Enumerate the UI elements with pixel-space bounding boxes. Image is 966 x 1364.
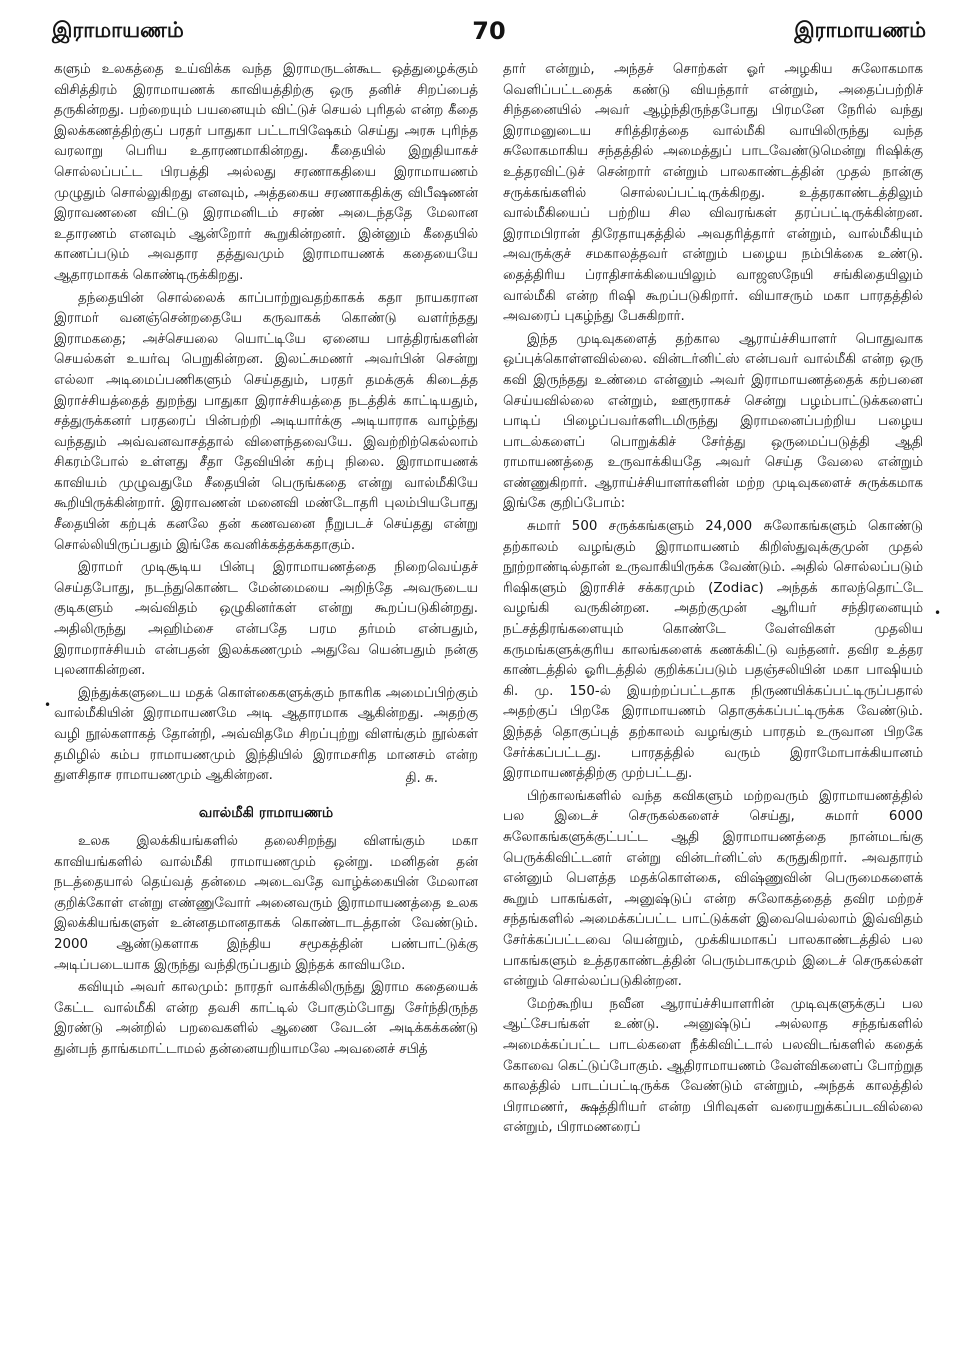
paragraph: இந்த முடிவுகளைத் தற்கால ஆராய்ச்சியாளர் பொதுவாக ஒப்புக்கொள்ளவில்லை. வின்டர்னிட்ஸ் என்பவர் வால்மீகி என்ற ஒரு கவி இருந்தது உண்மை என்னும் அவர் இராமாயணத்தைக் கற்பனை செய்யவில்லை என்றும், ஊரூராகச் சென்று பழம்பாட்டுக்களைப் பாடிப் பிழைப்பவர்களிடமிருந்து இராமனைப்பற்றிய பழைய பாடல்களைப் பொறுக்கிச் சேர்த்து ஒருமைப்படுத்தி ஆதி ராமாயணத்தை உருவாக்கியதே அவர் செய்த வேலை என்றும் எண்ணுகிறார். ஆராய்ச்சியாளர்களின் மற்ற முடிவுகளைச் சுருக்கமாக இங்கே குறிப்போம்: <box>503 331 923 512</box>
running-title-right: இராமாயணம் <box>794 17 926 42</box>
right-column <box>503 60 923 1141</box>
margin-dot: • <box>44 698 52 712</box>
paragraph: தார் என்றும், அந்தச் சொற்கள் ஓர் அழகிய சுலோகமாக வெளிப்பட்டதைக் கண்டு வியந்தார் என்றும், அதைப்பற்றிச் சிந்தனையில் அவர் ஆழ்ந்திருந்தபோது பிரமனே நேரில் வந்து இராமனுடைய சரித்திரத்தை வால்மீகி வாயிலிருந்து வந்த சுலோகமாகிய சந்தத்தில் அமைத்துப் பாடவேண்டுமென்று ரிஷிக்கு உத்தரவிட்டுச் சென்றார் என்றும் பாலகாண்டத்தின் முதல் நான்கு சருக்கங்களில் சொல்லப்பட்டிருக்கிறது. உத்தரகாண்டத்திலும் வால்மீகியைப் பற்றிய சில விவரங்கள் தரப்பட்டிருக்கின்றன. இராமபிரான் திரேதாயுகத்தில் அவதரித்தார் என்றும், வால்மீகியும் அவருக்குச் சமகாலத்தவர் என்றும் பழைய நம்பிக்கை உண்டு. தைத்திரிய ப்ராதிசாக்கியையிலும் வாஜஸநேயி சங்கிதையிலும் வால்மீகி என்ற ரிஷி கூறப்படுகிறார். வியாசரும் மகா பாரதத்தில் அவரைப் புகழ்ந்து பேசுகிறார். <box>503 62 923 325</box>
page-number: 70 <box>472 17 506 45</box>
margin-dot: • <box>934 606 942 620</box>
paragraph: கவியும் அவர் காலமும்: நாரதர் வாக்கிலிருந்து இராம கதையைக் கேட்ட வால்மீகி என்ற தவசி காட்டில் போகும்போது சேர்ந்திருந்த இரண்டு அன்றில் பறவைகளில் ஆணை வேடன் அடிக்கக்கண்டு துன்பந் தாங்கமாட்டாமல் தன்னையறியாமலே அவனைச் சபித் <box>54 980 478 1057</box>
paragraph: பிற்காலங்களில் வந்த கவிகளும் மற்றவரும் இராமாயணத்தில் பல இடைச் செருகல்களைச் செய்து, சுமார் 6000 சுலோகங்களுக்குட்பட்ட ஆதி இராமாயணத்தை நான்மடங்கு பெருக்கிவிட்டனர் என்று வின்டர்னிட்ஸ் கருதுகிறார். அவதாரம் என்னும் பௌத்த மதக்கொள்கை, விஷ்ணுவின் பெருமைகளைக் கூறும் பாகங்கள், அனுஷ்டுப் என்ற சுலோகத்தைத் தவிர மற்றச் சந்தங்களில் அமைக்கப்பட்ட பாட்டுக்கள் இவையெல்லாம் இவ்விதம் சேர்க்கப்பட்டவை யென்றும், முக்கியமாகப் பாலகாண்டத்தில் பல பாகங்களும் உத்தரகாண்டத்தின் பெரும்பாகமும் இடைச் செருகல்கள் என்றும் சொல்லப்படுகின்றன. <box>503 788 923 990</box>
author-signature: தி. சு. <box>405 770 438 786</box>
paragraph: களும் உலகத்தை உய்விக்க வந்த இராமருடன்கூட ஒத்துழைக்கும் விசித்திரம் இராமாயணக் காவியத்திற்கு ஒரு தனிச் சிறப்பைத் தருகின்றது. பற்றையும் பயனையும் விட்டுச் செயல் புரிதல் என்ற கீதை இலக்கணத்திற்குப் பரதர் பாதுகா பட்டாபிஷேகம் செய்து அரசு புரிந்த வரலாறு பெரிய உதாரணமாகின்றது. கீதையில் இறுதியாகச் சொல்லப்பட்ட பிரபத்தி அல்லது சரணாகதியை இராமாயணம் முழுதும் சொல்லுகிறது எனவும், அத்தகைய சரணாகதிக்கு விபீஷணன் இராவணனை விட்டு இராமனிடம் சரண் அடைந்ததே மேலான உதாரணம் எனவும் ஆன்றோர் கூறுகின்றனர். இன்னும் கீதையில் காணப்படும் அவதார தத்துவமும் இராமாயணக் கதையையே ஆதாரமாகக் கொண்டிருக்கிறது. <box>54 62 478 283</box>
paragraph: இந்துக்களுடைய மதக் கொள்கைகளுக்கும் நாகரிக அமைப்பிற்கும் வால்மீகியின் இராமாயணமே அடி ஆதாரமாக ஆகின்றது. அதற்கு வழி நூல்களாகத் தோன்றி, அவ்விதமே சிறப்புற்று விளங்கும் நூல்கள் தமிழில் கம்ப ராமாயணமும் இந்தியில் இராமசரித மானசம் என்ற துளசிதாச ராமாயணமும் ஆகின்றன. <box>54 685 478 784</box>
paragraph: இராமர் முடிசூடிய பின்பு இராமாயணத்தை நிறைவெய்தச் செய்தபோது, நடந்துகொண்ட மேன்மையை அறிந்தே அவருடைய குடிகளும் அவ்விதம் ஒழுகினர்கள் என்று கூறப்படுகின்றது. அதிலிருந்து அஹிம்சை என்பதே பரம தர்மம் என்பதும், இராமராச்சியம் என்பதன் இலக்கணமும் அதுவே யென்பதும் நன்கு புலனாகின்றன. <box>54 560 478 679</box>
left-column <box>54 60 478 1063</box>
running-header <box>52 14 926 48</box>
running-title-left: இராமாயணம் <box>52 17 184 42</box>
paragraph: தந்தையின் சொல்லைக் காப்பாற்றுவதற்காகக் கதா நாயகரான இராமர் வனஞ்சென்றதையே கருவாகக் கொண்டு வளர்ந்தது இராமகதை; அச்செயலை யொட்டியே ஏனைய பாத்திரங்களின் செயல்கள் உயர்வு பெறுகின்றன. இலட்சுமணர் அவர்பின் சென்று எல்லா அடிமைப்பணிகளும் செய்ததும், பரதர் தமக்குக் கிடைத்த இராச்சியத்தைத் துறந்து பாதுகா இராச்சியத்தை நடத்திக் காட்டியதும், சத்துருக்கனர் பரதரைப் பின்பற்றி அடியார்க்கு அடியாராக வாழ்ந்து வந்ததும் அவ்வனவாசத்தால் விளைந்தவையே. இவற்றிற்கெல்லாம் சிகரம்போல் உள்ளது சீதா தேவியின் கற்பு நிலை. இராமாயணக் காவியம் முழுவதுமே சீதையின் பெருங்கதை என்று வால்மீகியே கூறியிருக்கின்றார். இராவணன் மனைவி மண்டோதரி புலம்பியபோது சீதையின் கற்புக் கனலே தன் கணவனை நீறுபடச் செய்தது என்று சொல்லியிருப்பதும் இங்கே கவனிக்கத்தக்கதாகும். <box>54 290 478 553</box>
paragraph: உலக இலக்கியங்களில் தலைசிறந்து விளங்கும் மகா காவியங்களில் வால்மீகி ராமாயணமும் ஒன்று. மனிதன் தன் நடத்தையால் தெய்வத் தன்மை அடைவதே வாழ்க்கையின் மேலான குறிக்கோள் என்று எண்ணுவோர் அனைவரும் இராமாயணத்தை உலக இலக்கியங்களுள் உன்னதமானதாகக் கொண்டாடத்தான் வேண்டும். 2000 ஆண்டுகளாக இந்திய சமூகத்தின் பண்பாட்டுக்கு அடிப்படையாக இருந்து வந்திருப்பதும் இந்தக் காவியமே. <box>54 833 478 973</box>
paragraph: சுமார் 500 சருக்கங்களும் 24,000 சுலோகங்களும் கொண்டு தற்காலம் வழங்கும் இராமாயணம் கிறிஸ்துவுக்குமுன் முதல் நூற்றாண்டில்தான் உருவாகியிருக்க வேண்டும். அதில் சொல்லப்படும் ரிஷிகளும் இராசிச் சக்கரமும் (Zodiac) அந்தக் காலந்தொட்டே வழங்கி வருகின்றன. அதற்குமுன் ஆரியர் சந்திரனையும் நட்சத்திரங்களையும் கொண்டே வேள்விகள் முதலிய கருமங்களுக்குரிய காலங்களைக் கணக்கிட்டு வந்தனர். தவிர உத்தர காண்டத்தில் ஓரிடத்தில் குறிக்கப்படும் பதஞ்சலியின் மகா பாஷியம் கி. மு. 150-ல் இயற்றப்பட்டதாக நிருணயிக்கப்பட்டிருப்பதால் அதற்குப் பிறகே இராமாயணம் தொகுக்கப்பட்டிருக்க வேண்டும். இந்தத் தொகுப்புத் தற்காலம் வழங்கும் பாரதம் உருவான பிறகே சேர்க்கப்பட்டது. பாரதத்தில் வரும் இராமோபாக்கியானம் இராமாயணத்திற்கு முற்பட்டது. <box>503 519 923 782</box>
paragraph: மேற்கூறிய நவீன ஆராய்ச்சியாளரின் முடிவுகளுக்குப் பல ஆட்சேபங்கள் உண்டு. அனுஷ்டுப் அல்லாத சந்தங்களில் அமைக்கப்பட்ட பாடல்களை நீக்கிவிட்டால் பலவிடங்களில் கதைக் கோவை கெட்டுப்போகும். ஆதிராமாயணம் வேள்விகளைப் போற்றுத காலத்தில் பாடப்பட்டிருக்க வேண்டும் என்றும், அந்தக் காலத்தில் பிராமணர், க்ஷத்திரியர் என்ற பிரிவுகள் வரையறுக்கப்படவில்லை என்றும், பிராமணரைப் <box>503 996 923 1136</box>
section-heading: வால்மீகி ராமாயணம் <box>198 805 334 822</box>
